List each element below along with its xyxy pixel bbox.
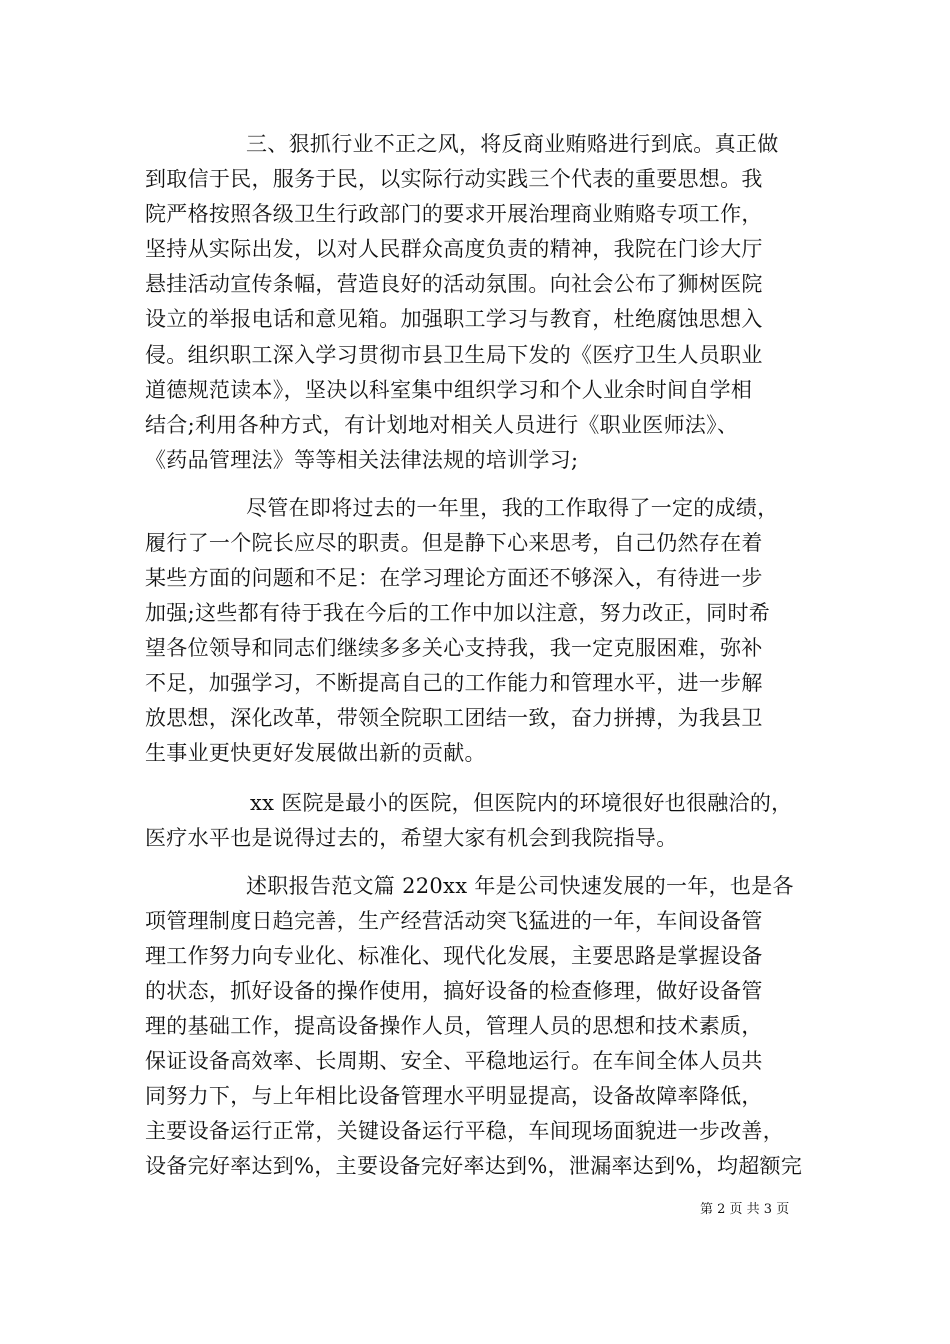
text-line: 的状态，抓好设备的操作使用，搞好设备的检查修理，做好设备管 bbox=[145, 979, 763, 1003]
text-line: 道德规范读本》，坚决以科室集中组织学习和个人业余时间自学相 bbox=[145, 378, 753, 402]
text-line: 加强;这些都有待于我在今后的工作中加以注意，努力改正，同时希 bbox=[145, 601, 771, 625]
text-line: 结合;利用各种方式，有计划地对相关人员进行《职业医师法》、 bbox=[145, 413, 739, 437]
text-line: 保证设备高效率、长周期、安全、平稳地运行。在车间全体人员共 bbox=[145, 1049, 763, 1073]
text-line: 设立的举报电话和意见箱。加强职工学习与教育，杜绝腐蚀思想入 bbox=[145, 307, 763, 331]
text-line: 项管理制度日趋完善，生产经营活动突飞猛进的一年，车间设备管 bbox=[145, 909, 763, 933]
text-line: xx 医院是最小的医院，但医院内的环境很好也很融洽的， bbox=[250, 791, 793, 815]
text-line: 悬挂活动宣传条幅，营造良好的活动氛围。向社会公布了狮树医院 bbox=[145, 272, 763, 296]
text-line: 同努力下，与上年相比设备管理水平明显提高，设备故障率降低， bbox=[145, 1084, 763, 1108]
text-line: 理的基础工作，提高设备操作人员，管理人员的思想和技术素质， bbox=[145, 1014, 763, 1038]
text-line: 放思想，深化改革，带领全院职工团结一致，奋力拼搏，为我县卫 bbox=[145, 706, 763, 730]
text-line: 医疗水平也是说得过去的，希望大家有机会到我院指导。 bbox=[145, 826, 678, 850]
text-line: 理工作努力向专业化、标准化、现代化发展，主要思路是掌握设备 bbox=[145, 944, 763, 968]
page-number-footer: 第 2 页 共 3 页 bbox=[700, 1202, 790, 1217]
text-line: 三、狠抓行业不正之风，将反商业贿赂进行到底。真正做 bbox=[246, 132, 779, 156]
text-line: 述职报告范文篇 220xx 年是公司快速发展的一年，也是各 bbox=[246, 874, 794, 898]
text-line: 《药品管理法》等等相关法律法规的培训学习; bbox=[145, 448, 579, 472]
text-line: 侵。组织职工深入学习贯彻市县卫生局下发的《医疗卫生人员职业 bbox=[145, 343, 763, 367]
text-line: 生事业更快更好发展做出新的贡献。 bbox=[145, 741, 486, 765]
text-line: 尽管在即将过去的一年里，我的工作取得了一定的成绩， bbox=[246, 496, 779, 520]
text-line: 主要设备运行正常，关键设备运行平稳，车间现场面貌进一步改善， bbox=[145, 1119, 784, 1143]
text-line: 坚持从实际出发，以对人民群众高度负责的精神，我院在门诊大厅 bbox=[145, 237, 763, 261]
text-line: 院严格按照各级卫生行政部门的要求开展治理商业贿赂专项工作， bbox=[145, 202, 763, 226]
text-line: 不足，加强学习，不断提高自己的工作能力和管理水平，进一步解 bbox=[145, 671, 763, 695]
text-line: 设备完好率达到%，主要设备完好率达到%，泄漏率达到%，均超额完 bbox=[145, 1154, 803, 1178]
text-line: 到取信于民，服务于民，以实际行动实践三个代表的重要思想。我 bbox=[145, 167, 763, 191]
text-line: 望各位领导和同志们继续多多关心支持我，我一定克服困难，弥补 bbox=[145, 636, 763, 660]
text-line: 某些方面的问题和不足：在学习理论方面还不够深入，有待进一步 bbox=[145, 566, 763, 590]
text-line: 履行了一个院长应尽的职责。但是静下心来思考，自己仍然存在着 bbox=[145, 531, 763, 555]
